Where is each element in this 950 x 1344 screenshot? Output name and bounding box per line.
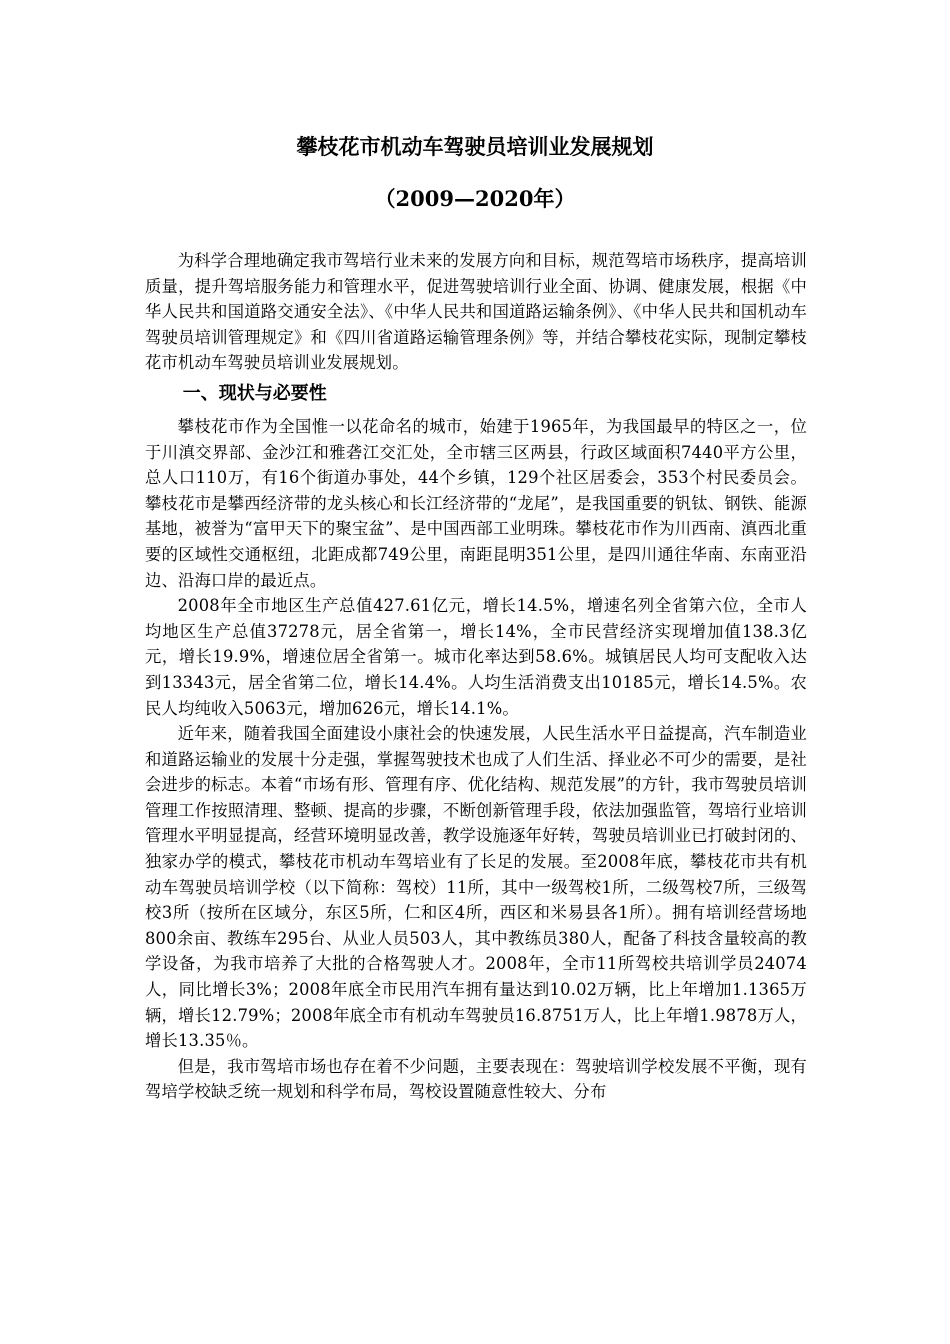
body-paragraph: 2008年全市地区生产总值427.61亿元，增长14.5%，增速名列全省第六位，全市人均地区生产总值37278元，居全省第一，增长14%，全市民营经济实现增加值138.3亿元，增长19.9%，增速位居全省第一。城市化率达到58.6%。城镇居民人均可支配收入达到13343元，居全省第二位，增长14.4%。人均生活消费支出10185元，增长14.5%。农民人均纯收入5063元，增加626元，增长14.1%。 xyxy=(145,596,807,718)
section-heading: 一、现状与必要性 xyxy=(182,382,327,404)
body-paragraph: 近年来，随着我国全面建设小康社会的快速发展，人民生活水平日益提高，汽车制造业和道路运输业的发展十分走强，掌握驾驶技术也成了人们生活、择业必不可少的需要，是社会进步的标志。本着“市场有形、管理有序、优化结构、规范发展”的方针，我市驾驶员培训管理工作按照清理、整顿、提高的步骤，不断创新管理手段，依法加强监管，驾培行业培训管理水平明显提高，经营环境明显改善，教学设施逐年好转，驾驶员培训业已打破封闭的、独家办学的模式，攀枝花市机动车驾培业有了长足的发展。至2008年底，攀枝花市共有机动车驾驶员培训学校（以下简称：驾校）11所，其中一级驾校1所，二级驾校7所，三级驾校3所（按所在区域分，东区5所，仁和区4所，西区和米易县各1所）。拥有培训经营场地800余亩、教练车295台、从业人员503人，其中教练员380人，配备了科技含量较高的教学设备，为我市培养了大批的合格驾驶人才。2008年，全市11所驾校共培训学员24074人，同比增长3%；2008年底全市民用汽车拥有量达到10.02万辆，比上年增加1.1365万辆，增长12.79%；2008年底全市有机动车驾驶员16.8751万人，比上年增1.9878万人，增长13.35％。 xyxy=(145,724,807,1051)
body-paragraph: 攀枝花市作为全国惟一以花命名的城市，始建于1965年，为我国最早的特区之一，位于川滇交界部、金沙江和雅砻江交汇处，全市辖三区两县，行政区域面积7440平方公里，总人口110万，有16个街道办事处，44个乡镇，129个社区居委会，353个村民委员会。攀枝花市是攀西经济带的龙头核心和长江经济带的“龙尾”，是我国重要的钒钛、钢铁、能源基地，被誉为“富甲天下的聚宝盆”、是中国西部工业明珠。攀枝花市作为川西南、滇西北重要的区域性交通枢纽，北距成都749公里，南距昆明351公里，是四川通往华南、东南亚沿边、沿海口岸的最近点。 xyxy=(145,416,807,590)
document-subtitle: （2009—2020年） xyxy=(374,186,576,211)
document-body xyxy=(145,248,807,1105)
body-paragraph: 但是，我市驾培市场也存在着不少问题，主要表现在：驾驶培训学校发展不平衡，现有驾培学校缺乏统一规划和科学布局，驾校设置随意性较大、分布 xyxy=(145,1056,807,1102)
document-title: 攀枝花市机动车驾驶员培训业发展规划 xyxy=(296,134,654,159)
intro-paragraph: 为科学合理地确定我市驾培行业未来的发展方向和目标，规范驾培市场秩序，提高培训质量，提升驾培服务能力和管理水平，促进驾驶培训行业全面、协调、健康发展，根据《中华人民共和国道路交通安全法》、《中华人民共和国道路运输条例》、《中华人民共和国机动车驾驶员培训管理规定》和《四川省道路运输管理条例》等，并结合攀枝花实际，现制定攀枝花市机动车驾驶员培训业发展规划。 xyxy=(145,251,807,373)
